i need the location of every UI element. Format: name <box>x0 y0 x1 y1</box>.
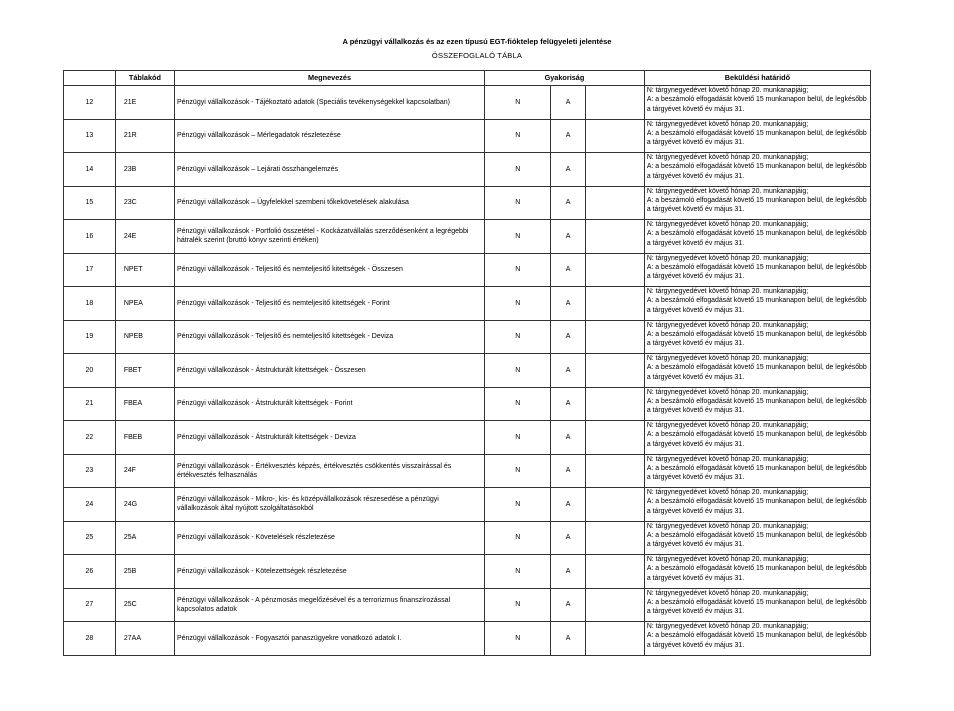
deadline-a: A: a beszámoló elfogadását követő 15 munkanapon belül, de legkésőbb a tárgyévet követő év május 31. <box>646 263 867 281</box>
table-code: 21R <box>115 119 174 153</box>
deadline-cell <box>644 287 870 321</box>
frequency-a: A <box>551 421 585 455</box>
table-name: Pénzügyi vállalkozások - Teljesítő és nemteljesítő kitettségek - Forint <box>174 287 484 321</box>
frequency-a: A <box>551 387 585 421</box>
frequency-empty <box>585 454 644 488</box>
deadline-a: A: a beszámoló elfogadását követő 15 munkanapon belül, de legkésőbb a tárgyévet követő év május 31. <box>646 364 867 381</box>
deadline-n: N: tárgynegyedévet követő hónap 20. munkanapjáig; <box>646 321 809 329</box>
table-name: Pénzügyi vállalkozások - Portfolió összetétel - Kockázatvállalás szerződésenként a legrégebbi hátralék szerint (bruttó könyv szerinti értéken) <box>174 220 484 254</box>
frequency-empty <box>585 253 644 287</box>
frequency-empty <box>585 119 644 153</box>
frequency-n: N <box>485 521 551 555</box>
page-title: A pénzügyi vállalkozás és az ezen típusú EGT-fióktelep felügyeleti jelentése <box>342 37 612 46</box>
frequency-n: N <box>485 153 551 187</box>
deadline-cell <box>644 488 870 522</box>
table-row <box>64 521 871 555</box>
table-code: FBEB <box>115 421 174 455</box>
row-number: 18 <box>64 287 116 321</box>
deadline-n: N: tárgynegyedévet követő hónap 20. munkanapjáig; <box>646 623 809 630</box>
table-name: Pénzügyi vállalkozások - Mikro-, kis- és középvállalkozások részesedése a pénzügyi vállalkozások által nyújtott szolgáltatásokból <box>174 488 484 522</box>
row-number: 26 <box>64 555 116 589</box>
table-name: Pénzügyi vállalkozások - Átstrukturált kitettségek - Deviza <box>174 421 484 455</box>
frequency-a: A <box>551 588 585 622</box>
table-code: 25A <box>115 521 174 555</box>
frequency-empty <box>585 488 644 522</box>
row-number: 16 <box>64 220 116 254</box>
deadline-n: N: tárgynegyedévet követő hónap 20. munkanapjáig; <box>646 556 809 563</box>
frequency-a: A <box>551 86 585 120</box>
table-row <box>64 454 871 488</box>
table-row <box>64 119 871 153</box>
header-megnevezes: Megnevezés <box>174 71 484 86</box>
frequency-n: N <box>485 387 551 421</box>
table-name: Pénzügyi vállalkozások - Átstrukturált kitettségek - Összesen <box>174 354 484 388</box>
deadline-a: A: a beszámoló elfogadását követő 15 munkanapon belül, de legkésőbb a tárgyévet követő év május 31. <box>646 196 867 214</box>
deadline-n: N: tárgynegyedévet követő hónap 20. munkanapjáig; <box>646 355 809 362</box>
frequency-empty <box>585 220 644 254</box>
table-name: Pénzügyi vállalkozások - Értékvesztés képzés, értékvesztés csökkentés visszaírással és értékvesztés felhasználás <box>174 454 484 488</box>
row-number: 28 <box>64 622 116 656</box>
deadline-a: A: a beszámoló elfogadását követő 15 munkanapon belül, de legkésőbb a tárgyévet követő év május 31. <box>646 129 867 147</box>
deadline-a: A: a beszámoló elfogadását követő 15 munkanapon belül, de legkésőbb a tárgyévet követő év május 31. <box>646 397 867 415</box>
frequency-n: N <box>485 119 551 153</box>
deadline-cell <box>644 421 870 455</box>
table-code: 24F <box>115 454 174 488</box>
frequency-empty <box>585 354 644 388</box>
frequency-empty <box>585 421 644 455</box>
table-name: Pénzügyi vállalkozások – Lejárati összhangelemzés <box>174 153 484 187</box>
frequency-n: N <box>485 555 551 589</box>
table-code: 27AA <box>115 622 174 656</box>
deadline-n: N: tárgynegyedévet követő hónap 20. munkanapjáig; <box>646 288 809 295</box>
page-subtitle: ÖSSZEFOGLALÓ TÁBLA <box>431 51 523 60</box>
frequency-empty <box>585 153 644 187</box>
deadline-a: A: a beszámoló elfogadását követő 15 munkanapon belül, de legkésőbb a tárgyévet követő év május 31. <box>646 230 867 247</box>
frequency-empty <box>585 622 644 656</box>
frequency-a: A <box>551 555 585 589</box>
frequency-a: A <box>551 320 585 354</box>
frequency-a: A <box>551 454 585 488</box>
header-bekuldesi: Beküldési határidő <box>644 71 870 86</box>
table-code: 24G <box>115 488 174 522</box>
deadline-cell <box>644 521 870 555</box>
frequency-a: A <box>551 186 585 220</box>
deadline-cell <box>644 555 870 589</box>
frequency-empty <box>585 86 644 120</box>
table-row <box>64 555 871 589</box>
table-row <box>64 220 871 254</box>
frequency-empty <box>585 555 644 589</box>
deadline-a: A: a beszámoló elfogadását követő 15 munkanapon belül, de legkésőbb a tárgyévet követő év május 31. <box>646 632 867 649</box>
frequency-n: N <box>485 421 551 455</box>
table-code: 25C <box>115 588 174 622</box>
frequency-n: N <box>485 488 551 522</box>
deadline-a: A: a beszámoló elfogadását követő 15 munkanapon belül, de legkésőbb a tárgyévet követő év május 31. <box>646 330 867 348</box>
deadline-n: N: tárgynegyedévet követő hónap 20. munkanapjáig; <box>646 589 809 597</box>
table-row <box>64 588 871 622</box>
frequency-a: A <box>551 287 585 321</box>
deadline-a: A: a beszámoló elfogadását követő 15 munkanapon belül, de legkésőbb a tárgyévet követő év május 31. <box>646 163 867 180</box>
deadline-a: A: a beszámoló elfogadását követő 15 munkanapon belül, de legkésőbb a tárgyévet követő év május 31. <box>646 96 867 113</box>
deadline-cell <box>644 186 870 220</box>
frequency-empty <box>585 521 644 555</box>
deadline-cell <box>644 253 870 287</box>
table-code: NPEA <box>115 287 174 321</box>
deadline-n: N: tárgynegyedévet követő hónap 20. munkanapjáig; <box>646 154 809 161</box>
table-code: FBET <box>115 354 174 388</box>
row-number: 12 <box>64 86 116 120</box>
table-name: Pénzügyi vállalkozások - Tájékoztató adatok (Speciális tevékenységekkel kapcsolatban) <box>174 86 484 120</box>
frequency-empty <box>585 320 644 354</box>
row-number: 23 <box>64 454 116 488</box>
deadline-cell <box>644 153 870 187</box>
table-name: Pénzügyi vállalkozások - Fogyasztói panaszügyekre vonatkozó adatok I. <box>174 622 484 656</box>
table-name: Pénzügyi vállalkozások – Mérlegadatok részletezése <box>174 119 484 153</box>
table-row <box>64 421 871 455</box>
deadline-cell <box>644 320 870 354</box>
frequency-a: A <box>551 119 585 153</box>
frequency-n: N <box>485 253 551 287</box>
deadline-cell <box>644 387 870 421</box>
table-row <box>64 387 871 421</box>
row-number: 22 <box>64 421 116 455</box>
frequency-empty <box>585 387 644 421</box>
deadline-n: N: tárgynegyedévet követő hónap 20. munkanapjáig; <box>646 455 809 463</box>
row-number: 13 <box>64 119 116 153</box>
frequency-n: N <box>485 287 551 321</box>
table-name: Pénzügyi vállalkozások – Ügyfelekkel szembeni tőkekövetelések alakulása <box>174 186 484 220</box>
frequency-n: N <box>485 622 551 656</box>
frequency-n: N <box>485 86 551 120</box>
table-code: NPEB <box>115 320 174 354</box>
row-number: 24 <box>64 488 116 522</box>
deadline-n: N: tárgynegyedévet követő hónap 20. munkanapjáig; <box>646 221 809 228</box>
deadline-cell <box>644 86 870 120</box>
frequency-n: N <box>485 354 551 388</box>
deadline-cell <box>644 354 870 388</box>
deadline-cell <box>644 454 870 488</box>
row-number: 19 <box>64 320 116 354</box>
table-code: 23B <box>115 153 174 187</box>
frequency-n: N <box>485 320 551 354</box>
header-gyakorisag: Gyakoriság <box>485 71 645 86</box>
deadline-n: N: tárgynegyedévet követő hónap 20. munkanapjáig; <box>646 522 809 530</box>
row-number: 17 <box>64 253 116 287</box>
frequency-n: N <box>485 220 551 254</box>
frequency-a: A <box>551 521 585 555</box>
frequency-n: N <box>485 454 551 488</box>
table-name: Pénzügyi vállalkozások - Átstrukturált kitettségek - Forint <box>174 387 484 421</box>
deadline-cell <box>644 119 870 153</box>
table-row <box>64 153 871 187</box>
table-code: NPET <box>115 253 174 287</box>
deadline-cell <box>644 220 870 254</box>
table-row <box>64 320 871 354</box>
deadline-cell <box>644 588 870 622</box>
table-row <box>64 354 871 388</box>
row-number: 20 <box>64 354 116 388</box>
table-row <box>64 86 871 120</box>
deadline-a: A: a beszámoló elfogadását követő 15 munkanapon belül, de legkésőbb a tárgyévet követő év május 31. <box>646 431 867 448</box>
deadline-n: N: tárgynegyedévet követő hónap 20. munkanapjáig; <box>646 422 809 429</box>
table-row <box>64 253 871 287</box>
table-row <box>64 287 871 321</box>
table-row <box>64 622 871 656</box>
deadline-a: A: a beszámoló elfogadását követő 15 munkanapon belül, de legkésőbb a tárgyévet követő év május 31. <box>646 464 867 482</box>
deadline-a: A: a beszámoló elfogadását követő 15 munkanapon belül, de legkésőbb a tárgyévet követő év május 31. <box>646 531 867 549</box>
table-name: Pénzügyi vállalkozások - Teljesítő és nemteljesítő kitettségek - Összesen <box>174 253 484 287</box>
table-code: 25B <box>115 555 174 589</box>
frequency-a: A <box>551 622 585 656</box>
table-name: Pénzügyi vállalkozások - Kötelezettségek részletezése <box>174 555 484 589</box>
deadline-n: N: tárgynegyedévet követő hónap 20. munkanapjáig; <box>646 489 809 496</box>
table-code: 23C <box>115 186 174 220</box>
row-number: 27 <box>64 588 116 622</box>
table-code: 21E <box>115 86 174 120</box>
table-code: 24E <box>115 220 174 254</box>
frequency-empty <box>585 287 644 321</box>
frequency-empty <box>585 588 644 622</box>
table-row <box>64 186 871 220</box>
summary-table <box>63 70 871 656</box>
deadline-n: N: tárgynegyedévet követő hónap 20. munkanapjáig; <box>646 187 809 195</box>
header-num <box>64 71 116 86</box>
header-tablakod: Táblakód <box>115 71 174 86</box>
deadline-n: N: tárgynegyedévet követő hónap 20. munkanapjáig; <box>646 87 809 94</box>
frequency-a: A <box>551 488 585 522</box>
frequency-empty <box>585 186 644 220</box>
row-number: 14 <box>64 153 116 187</box>
frequency-n: N <box>485 186 551 220</box>
table-header-row <box>64 71 871 86</box>
deadline-a: A: a beszámoló elfogadását követő 15 munkanapon belül, de legkésőbb a tárgyévet követő év május 31. <box>646 598 867 616</box>
row-number: 21 <box>64 387 116 421</box>
frequency-n: N <box>485 588 551 622</box>
deadline-n: N: tárgynegyedévet követő hónap 20. munkanapjáig; <box>646 254 809 262</box>
table-code: FBEA <box>115 387 174 421</box>
deadline-a: A: a beszámoló elfogadását követő 15 munkanapon belül, de legkésőbb a tárgyévet követő év május 31. <box>646 565 867 582</box>
deadline-n: N: tárgynegyedévet követő hónap 20. munkanapjáig; <box>646 120 809 128</box>
deadline-a: A: a beszámoló elfogadását követő 15 munkanapon belül, de legkésőbb a tárgyévet követő év május 31. <box>646 498 867 515</box>
frequency-a: A <box>551 354 585 388</box>
table-name: Pénzügyi vállalkozások - Teljesítő és nemteljesítő kitettségek - Deviza <box>174 320 484 354</box>
table-row <box>64 488 871 522</box>
row-number: 25 <box>64 521 116 555</box>
table-name: Pénzügyi vállalkozások - Követelések részletezése <box>174 521 484 555</box>
deadline-cell <box>644 622 870 656</box>
table-name: Pénzügyi vállalkozások - A pénzmosás megelőzésével és a terrorizmus finanszírozással kapcsolatos adatok <box>174 588 484 622</box>
table-body <box>64 86 871 656</box>
frequency-a: A <box>551 253 585 287</box>
deadline-a: A: a beszámoló elfogadását követő 15 munkanapon belül, de legkésőbb a tárgyévet követő év május 31. <box>646 297 867 314</box>
row-number: 15 <box>64 186 116 220</box>
frequency-a: A <box>551 220 585 254</box>
deadline-n: N: tárgynegyedévet követő hónap 20. munkanapjáig; <box>646 388 809 396</box>
frequency-a: A <box>551 153 585 187</box>
